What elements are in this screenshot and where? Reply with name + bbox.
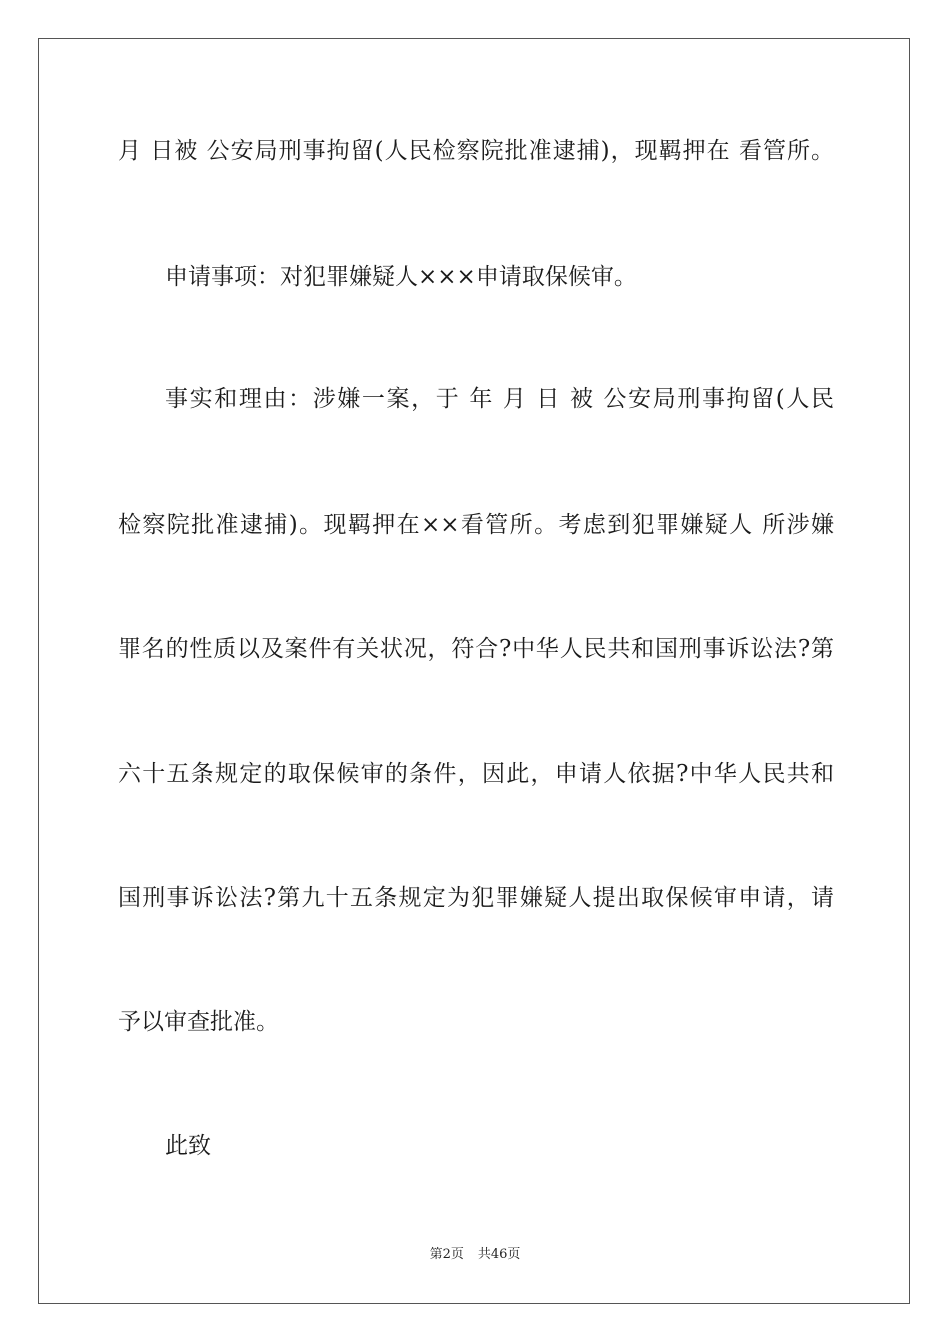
facts-reasons-line-4: 六十五条规定的取保候审的条件，因此，申请人依据?中华人民共和 [118, 761, 834, 787]
page-border [38, 38, 910, 1304]
page-number: 第2页 [429, 1247, 464, 1262]
salutation-line: 此致 [165, 1133, 211, 1159]
facts-reasons-line-3: 罪名的性质以及案件有关状况，符合?中华人民共和国刑事诉讼法?第 [118, 636, 834, 662]
request-items-line: 申请事项：对犯罪嫌疑人×××申请取保候审。 [165, 264, 637, 290]
page-total: 共46页 [477, 1247, 521, 1262]
body-line-1: 月 日被 公安局刑事拘留(人民检察院批准逮捕)，现羁押在 看管所。 [118, 138, 834, 164]
facts-reasons-line-6: 予以审查批准。 [118, 1009, 279, 1035]
facts-reasons-line-5: 国刑事诉讼法?第九十五条规定为犯罪嫌疑人提出取保候审申请，请 [118, 885, 834, 911]
facts-reasons-line-2: 检察院批准逮捕)。现羁押在××看管所。考虑到犯罪嫌疑人 所涉嫌 [118, 512, 834, 538]
facts-reasons-line-1: 事实和理由：涉嫌一案，于 年 月 日 被 公安局刑事拘留(人民 [165, 386, 834, 412]
page-footer [0, 1246, 950, 1264]
